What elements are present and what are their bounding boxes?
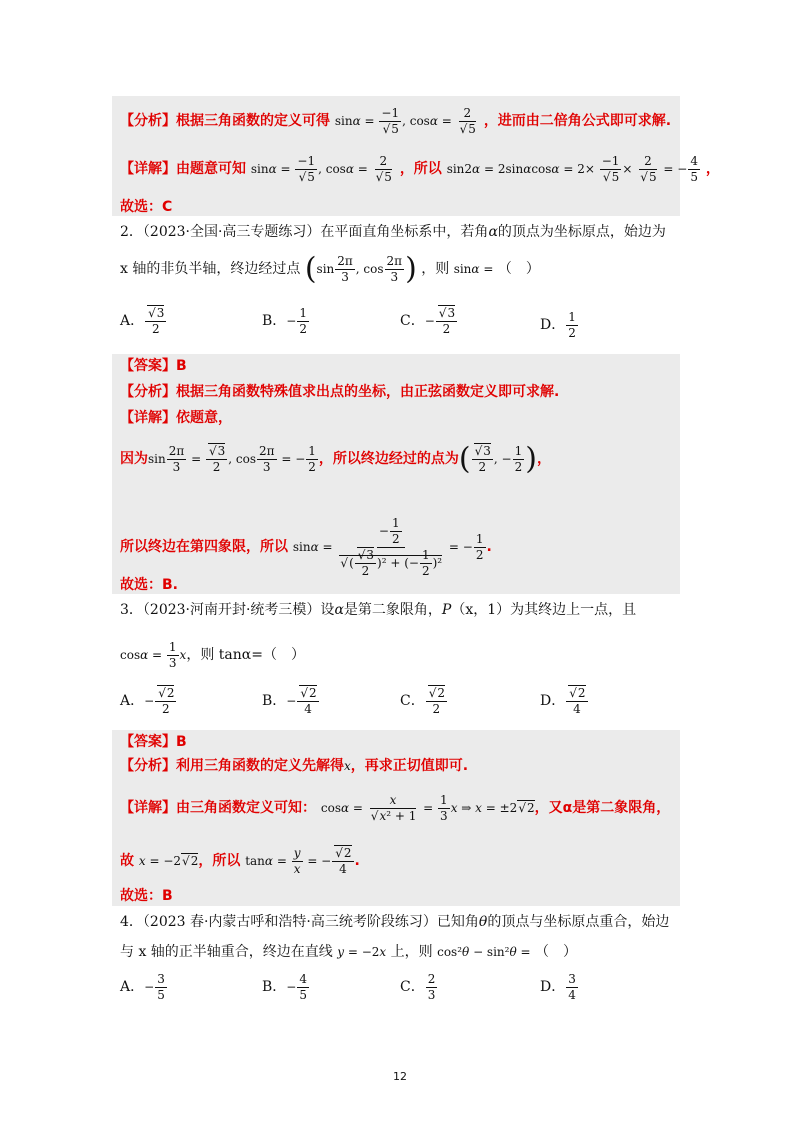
q3-detail-line1 [120, 793, 670, 824]
q4-stem-line1: 4．（2023 春·内蒙古呼和浩特·高三统考阶段练习）已知角θ的顶点与坐标原点重合，始边 [120, 914, 670, 930]
q3-analysis-a: 【分析】利用三角函数的定义先解得 [120, 758, 344, 774]
q3-final: 故选：B [120, 888, 173, 904]
q3-stem-tail: （x，1）为其终边上一点，且 [451, 602, 637, 618]
q2-stem-line2-b: ，则 [421, 261, 450, 277]
q2-detail-l2-a: 因为 [120, 451, 148, 467]
q2-detail-line2 [120, 441, 551, 477]
q2-detail-l3-a: 所以终边在第四象限，所以 [120, 539, 288, 555]
q4-stem-line2 [120, 942, 577, 962]
q4-stem-line2-b: 上，则 [390, 944, 433, 960]
q3-detail-line2 [120, 846, 360, 877]
q2-detail-math2: sinα = − $\frac{1}{2}$ √ ( √ $\frac{3}{2}$ )² + (− $\frac{1}{2}$ )² = − $\frac{1}{2}$ [293, 540, 487, 554]
q2-stem-line1: 2．（2023·全国·高三专题练习）在平面直角坐标系中，若角α的顶点为坐标原点，始边为 [120, 224, 666, 240]
q2-detail-l3-b: . [486, 539, 492, 555]
q2-stem-line2 [120, 251, 540, 287]
q1-detail-math2: sin2α = 2sinαcosα = 2× −1 √ 5 × 2 √ 5 = − $\frac{4}{5}$ [447, 162, 701, 176]
q2-detail-line3 [120, 516, 492, 579]
q3-detail2-b: ，所以 [198, 853, 241, 869]
q3-stem-line1: 3．（2023·河南开封·统考三模）设α是第二象限角，P（x，1）为其终边上一点，且 [120, 602, 637, 618]
q3-detail-math1: cosα = x √ x² + 1 = $\frac{1}{3}$ x ⇒ x = ±2√ 2 [321, 801, 535, 815]
q3-x-value: x = −2√ 2 [139, 853, 198, 868]
q3-option-b[interactable]: B．− √ $\frac{2}{4}$ [262, 686, 320, 717]
q4-option-c[interactable]: C． $\frac{2}{3}$ [400, 972, 436, 1002]
q3-stem-text: 3．（2023·河南开封·统考三模）设 [120, 602, 335, 618]
q4-line-eq: y = −2x [337, 945, 387, 959]
q1-analysis [120, 106, 671, 137]
q2-sin-alpha: sinα = [453, 262, 494, 276]
q4-stem-line2-a: 与 x 轴的正半轴重合，终边在直线 [120, 944, 333, 960]
q2-point-math: (sin $\frac{2\pi}{3}$ , cos $\frac{2\pi}{3}$ ) [304, 251, 417, 287]
q3-option-a[interactable]: A．− √ $\frac{2}{2}$ [120, 686, 177, 717]
page-number: 12 [393, 1070, 407, 1083]
q2-analysis: 【分析】根据三角函数特殊值求出点的坐标，由正弦函数定义即可求解. [120, 384, 560, 400]
q3-detail2-a: 故 [120, 853, 134, 869]
q4-stem-tail: 的顶点与坐标原点重合，始边 [487, 914, 670, 930]
q4-option-d[interactable]: D． $\frac{3}{4}$ [540, 972, 576, 1002]
q2-detail-label: 【详解】依题意， [120, 410, 232, 426]
q3-cos-math: cosα = $\frac{1}{3}$ x [120, 640, 187, 670]
q2-answer-label: 【答案】B [120, 358, 187, 374]
q4-expr: cos²θ − sin²θ = [437, 945, 531, 959]
q3-detail2-c: . [354, 853, 360, 869]
q3-analysis-b: ，再求正切值即可. [350, 758, 469, 774]
q2-option-d[interactable]: D． $\frac{1}{2}$ [540, 310, 576, 340]
q4-option-b[interactable]: B．− $\frac{4}{5}$ [262, 972, 307, 1002]
q4-option-a[interactable]: A．− $\frac{3}{5}$ [120, 972, 165, 1002]
q1-detail-mid: ，所以 [399, 161, 442, 177]
q2-option-a[interactable]: A． √ $\frac{3}{2}$ [120, 306, 167, 337]
q3-stem-line2 [120, 640, 305, 671]
q2-point-coords: ( √ $\frac{3}{2}$ , − $\frac{1}{2}$ ) [459, 452, 537, 466]
q3-tan-math: tanα = $\frac{y}{x}$ = − √ $\frac{2}{4}$ [245, 854, 354, 868]
q4-stem-line2-c: （ ） [535, 944, 578, 960]
q1-detail [120, 154, 720, 185]
q3-option-d[interactable]: D． √ $\frac{2}{4}$ [540, 686, 589, 717]
q1-answer: 故选：C [120, 199, 173, 215]
q4-stem-text: 4．（2023 春·内蒙古呼和浩特·高三统考阶段练习）已知角 [120, 914, 479, 930]
q2-detail-math1: sin $\frac{2\pi}{3}$ = √ $\frac{3}{2}$ , cos $\frac{2\pi}{3}$ = − $\frac{1}{2}$ [148, 452, 319, 466]
q3-stem-mid: 是第二象限角， [343, 602, 442, 618]
q1-detail-math1: sinα = −1 √ 5 , cosα = 2 √ 5 [251, 162, 395, 176]
q2-stem-line2-a: x 轴的非负半轴，终边经过点 [120, 261, 301, 277]
q1-analysis-tail: ，进而由二倍角公式即可求解. [483, 113, 672, 129]
q2-option-b[interactable]: B．− $\frac{1}{2}$ [262, 306, 307, 336]
q2-option-c[interactable]: C．− √ $\frac{3}{2}$ [400, 306, 458, 337]
q3-detail-b: ，又α是第二象限角， [534, 800, 671, 816]
q2-final: 故选：B. [120, 577, 178, 593]
q3-detail-a: 【详解】由三角函数定义可知： [120, 800, 316, 816]
q3-stem-line2-tail: ，则 tanα=（ ） [186, 647, 305, 663]
q2-stem-line2-c: （ ） [497, 261, 540, 277]
q1-analysis-math: sinα = −1 √ 5 , cosα = 2 √ 5 [335, 114, 479, 128]
q3-analysis: 【分析】利用三角函数的定义先解得x，再求正切值即可. [120, 758, 469, 774]
q1-analysis-label: 【分析】根据三角函数的定义可得 [120, 113, 330, 129]
q2-detail-l2-b: ，所以终边经过的点为 [318, 451, 459, 467]
q1-detail-label: 【详解】由题意可知 [120, 161, 246, 177]
q2-detail-l2-c: ， [536, 451, 551, 467]
q2-stem-text: 2．（2023·全国·高三专题练习）在平面直角坐标系中，若角 [120, 224, 489, 240]
q3-option-c[interactable]: C． √ $\frac{2}{2}$ [400, 686, 448, 717]
q1-detail-end: ， [705, 161, 720, 177]
q2-stem-tail: 的顶点为坐标原点，始边为 [497, 224, 666, 240]
q3-answer-label: 【答案】B [120, 734, 187, 750]
